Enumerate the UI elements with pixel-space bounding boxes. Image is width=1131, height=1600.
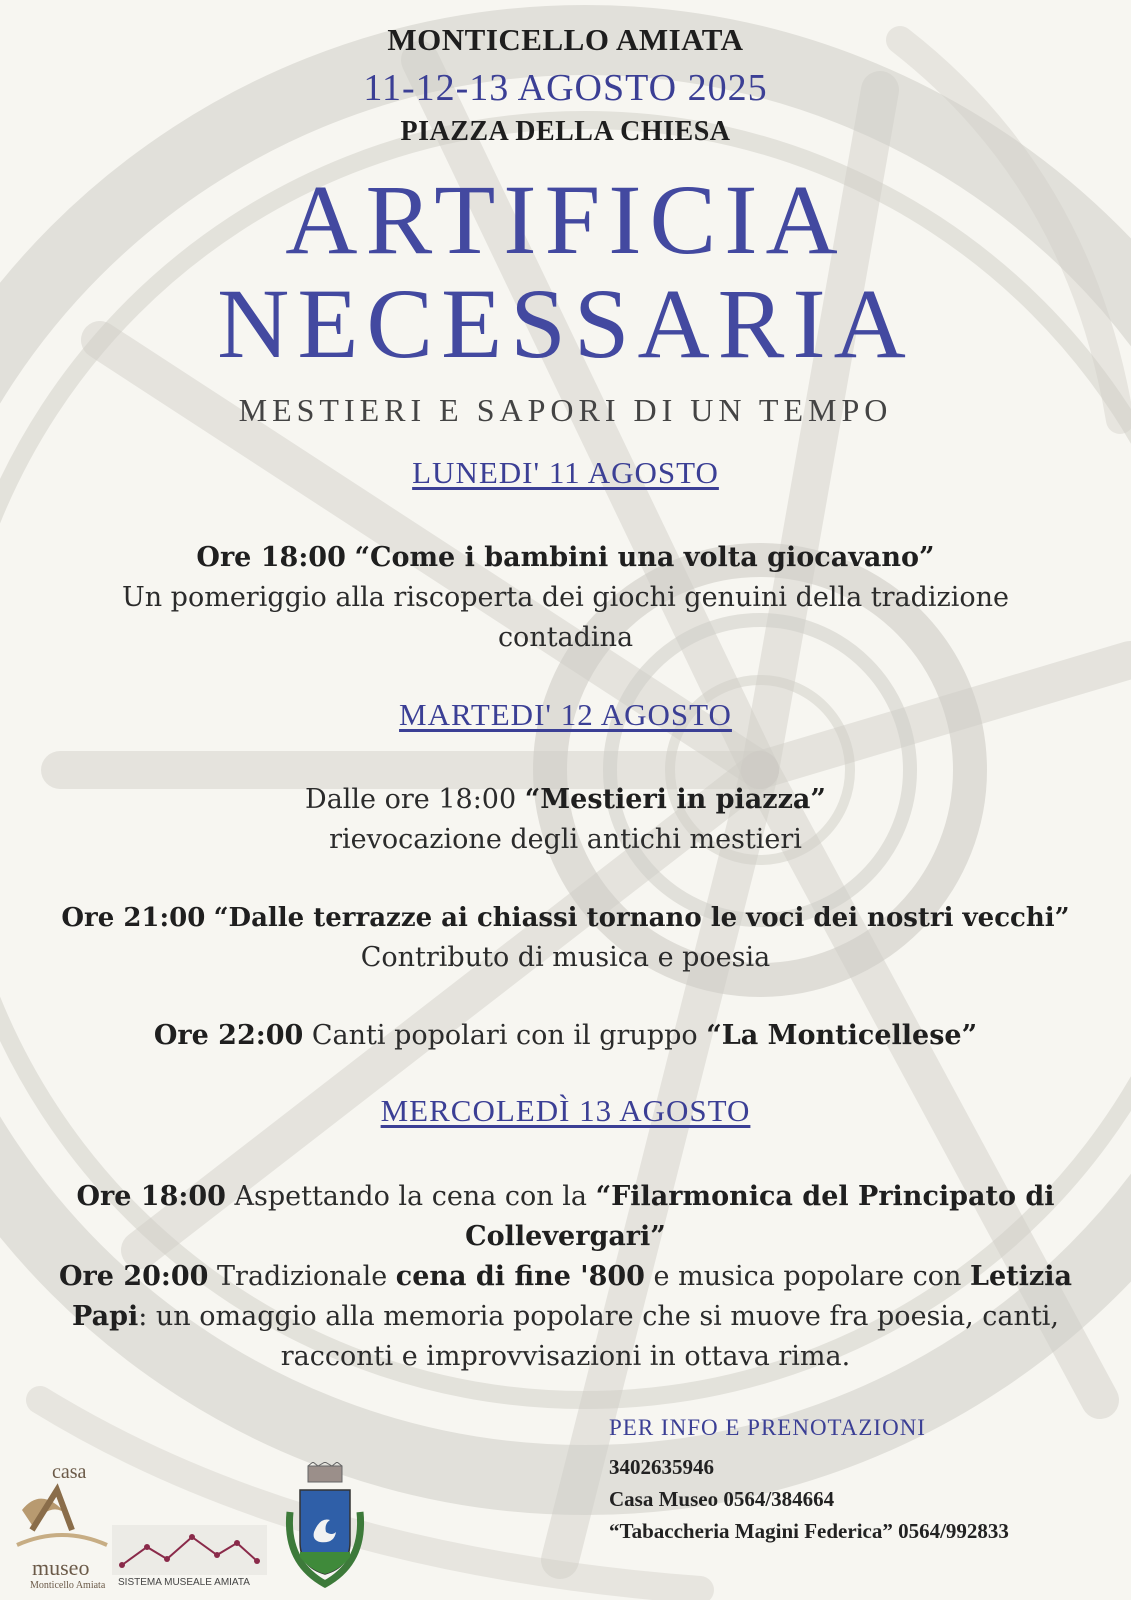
info-phone: 3402635946: [609, 1455, 714, 1479]
event-title-cont: [0, 1217, 1131, 1257]
event-description: rievocazione degli antichi mestieri: [329, 824, 802, 855]
location-heading: MONTICELLO AMIATA: [387, 22, 744, 57]
event-text: Canti popolari con il gruppo: [311, 1020, 698, 1051]
event-time: Ore 18:00: [196, 542, 346, 573]
logo-text-casa: casa: [52, 1461, 87, 1483]
event-text: Tradizionale: [217, 1261, 388, 1292]
casa-museo-logo: [12, 1455, 112, 1595]
event-time: Ore 20:00: [59, 1261, 209, 1292]
municipal-coat-of-arms: [280, 1462, 370, 1592]
event-text: Aspettando la cena con la: [234, 1181, 587, 1212]
info-shop-phone: “Tabaccheria Magini Federica” 0564/992833: [609, 1519, 1009, 1543]
sistema-museale-mark-icon: [112, 1525, 267, 1575]
title-line-2: NECESSARIA: [217, 268, 914, 379]
performer-first-name: Letizia: [970, 1261, 1072, 1292]
event-description: Contributo di musica e poesia: [360, 942, 771, 973]
event-text-3: : un omaggio alla memoria popolare che si muove fra poesia, canti,: [138, 1301, 1059, 1332]
subtitle: MESTIERI E SAPORI DI UN TEMPO: [238, 392, 893, 428]
event-text-2: e musica popolare con: [653, 1261, 962, 1292]
performer-last-name: Papi: [72, 1301, 139, 1332]
info-museum-phone: Casa Museo 0564/384664: [609, 1487, 835, 1511]
event-highlight-dinner: cena di fine '800: [395, 1261, 645, 1292]
event-tuesday-1800: [0, 780, 1131, 820]
event-dates: 11-12-13 AGOSTO 2025: [363, 67, 768, 109]
logo-text-sistema: SISTEMA MUSEALE AMIATA: [118, 1577, 250, 1588]
day-heading-monday: LUNEDI' 11 AGOSTO: [412, 455, 719, 490]
info-title: PER INFO E PRENOTAZIONI: [609, 1415, 926, 1440]
logo-text-monticello: Monticello Amiata: [30, 1580, 106, 1591]
title-line-1: ARTIFICIA: [285, 164, 846, 275]
event-prefix: Dalle ore 18:00: [305, 784, 517, 815]
coat-of-arms-icon: [280, 1462, 370, 1592]
event-wednesday-1800: [0, 1177, 1131, 1217]
event-title: “Dalle terrazze ai chiassi tornano le voci dei nostri vecchi”: [213, 903, 1070, 933]
event-tuesday-2100: [0, 898, 1131, 938]
event-tuesday-2200: [0, 1016, 1131, 1056]
event-wednesday-2000: [0, 1257, 1131, 1297]
event-title: “Mestieri in piazza”: [524, 784, 826, 815]
event-title: “Filarmonica del Principato di: [595, 1181, 1055, 1212]
event-title: “Come i bambini una volta giocavano”: [354, 542, 935, 573]
logo-text-museo: museo: [32, 1555, 90, 1580]
event-time: Ore 21:00: [61, 903, 206, 933]
day-heading-tuesday: MARTEDI' 12 AGOSTO: [399, 697, 732, 732]
event-description-cont: contadina: [497, 622, 634, 653]
venue-heading: PIAZZA DELLA CHIESA: [400, 116, 731, 147]
event-description: Un pomeriggio alla riscoperta dei giochi genuini della tradizione: [121, 582, 1010, 613]
event-description-cont: racconti e improvvisazioni in ottava rima.: [280, 1341, 851, 1372]
event-time: Ore 18:00: [76, 1181, 226, 1212]
event-description: [0, 1297, 1131, 1337]
event-title-line-2: Collevergari”: [465, 1221, 666, 1252]
event-monday-1800: [0, 538, 1131, 578]
day-heading-wednesday: MERCOLEDÌ 13 AGOSTO: [380, 1093, 751, 1128]
event-title: “La Monticellese”: [706, 1020, 978, 1051]
sistema-museale-logo: [112, 1525, 267, 1595]
event-time: Ore 22:00: [153, 1020, 304, 1051]
